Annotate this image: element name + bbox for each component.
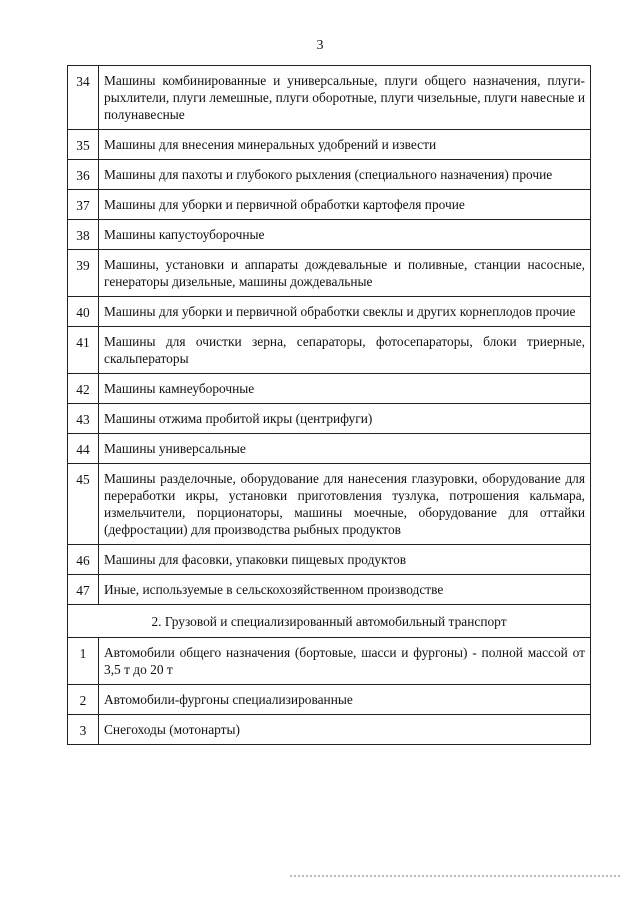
table-row <box>68 464 591 545</box>
row-number: 34 <box>68 66 99 130</box>
row-number: 2 <box>68 685 99 715</box>
machinery-table <box>67 65 591 745</box>
page-number: 3 <box>316 38 324 53</box>
row-description: Автомобили-фургоны специализированные <box>99 685 591 715</box>
table-row <box>68 250 591 297</box>
row-description: Машины капустоуборочные <box>99 220 591 250</box>
row-number: 38 <box>68 220 99 250</box>
row-description: Машины для внесения минеральных удобрений и извести <box>99 130 591 160</box>
row-number: 36 <box>68 160 99 190</box>
row-number: 45 <box>68 464 99 545</box>
table-row <box>68 545 591 575</box>
row-description: Снегоходы (мотонарты) <box>99 715 591 745</box>
section-title: 2. Грузовой и специализированный автомобильный транспорт <box>68 605 591 638</box>
row-description: Машины универсальные <box>99 434 591 464</box>
table-row <box>68 220 591 250</box>
table-row <box>68 638 591 685</box>
table-row <box>68 327 591 374</box>
row-number: 39 <box>68 250 99 297</box>
machinery-table-body <box>68 66 591 745</box>
table-row <box>68 374 591 404</box>
table-row <box>68 575 591 605</box>
row-description: Автомобили общего назначения (бортовые, шасси и фургоны) - полной массой от 3,5 т до 20 т <box>99 638 591 685</box>
table-row <box>68 715 591 745</box>
row-description: Машины разделочные, оборудование для нанесения глазуровки, оборудование для переработки икры, установки приготовления тузлука, потрошения кальмара, измельчители, порционаторы, машины моечные, оборудование для оттайки (дефростации) для производства рыбных продуктов <box>99 464 591 545</box>
row-number: 1 <box>68 638 99 685</box>
row-number: 42 <box>68 374 99 404</box>
row-number: 3 <box>68 715 99 745</box>
table-row <box>68 434 591 464</box>
table-row <box>68 297 591 327</box>
row-number: 41 <box>68 327 99 374</box>
row-number: 44 <box>68 434 99 464</box>
section-header-row <box>68 605 591 638</box>
row-description: Машины комбинированные и универсальные, плуги общего назначения, плуги-рыхлители, плуги лемешные, плуги оборотные, плуги чизельные, плуги навесные и полунавесные <box>99 66 591 130</box>
table-row <box>68 66 591 130</box>
row-description: Машины для уборки и первичной обработки картофеля прочие <box>99 190 591 220</box>
table-row <box>68 685 591 715</box>
row-description: Машины камнеуборочные <box>99 374 591 404</box>
row-number: 40 <box>68 297 99 327</box>
row-number: 46 <box>68 545 99 575</box>
table-row <box>68 130 591 160</box>
row-description: Машины для очистки зерна, сепараторы, фотосепараторы, блоки триерные, скальператоры <box>99 327 591 374</box>
table-row <box>68 190 591 220</box>
table-row <box>68 160 591 190</box>
row-description: Машины отжима пробитой икры (центрифуги) <box>99 404 591 434</box>
row-description: Машины для фасовки, упаковки пищевых продуктов <box>99 545 591 575</box>
row-number: 37 <box>68 190 99 220</box>
table-row <box>68 404 591 434</box>
row-description: Машины для уборки и первичной обработки свеклы и других корнеплодов прочие <box>99 297 591 327</box>
footer-dotted-line <box>290 875 620 877</box>
row-description: Машины, установки и аппараты дождевальные и поливные, станции насосные, генераторы дизельные, машины дождевальные <box>99 250 591 297</box>
row-number: 35 <box>68 130 99 160</box>
row-number: 47 <box>68 575 99 605</box>
row-description: Машины для пахоты и глубокого рыхления (специального назначения) прочие <box>99 160 591 190</box>
row-description: Иные, используемые в сельскохозяйственном производстве <box>99 575 591 605</box>
row-number: 43 <box>68 404 99 434</box>
